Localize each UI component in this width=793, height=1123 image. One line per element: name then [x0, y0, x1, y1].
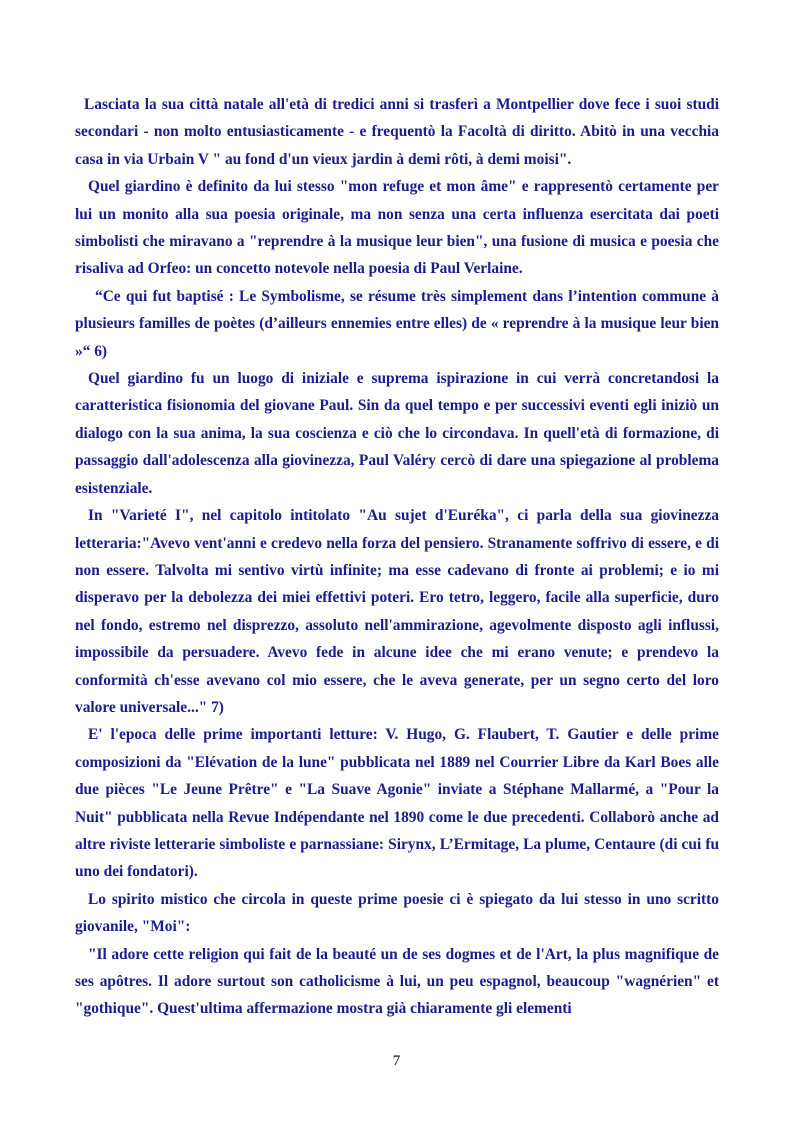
paragraph-8: "Il adore cette religion qui fait de la beauté un de ses dogmes et de l'Art, la plus magnifique de ses apôtres. Il adore surtout son catholicisme à lui, un peu espagnol, beaucoup "wagnérien" et "gothique". Quest'ultima affermazione mostra già chiaramente gli elementi	[75, 945, 719, 1018]
page-number: 7	[392, 1053, 401, 1069]
paragraph-4: Quel giardino fu un luogo di iniziale e suprema ispirazione in cui verrà concretandosi la caratteristica fisionomia del giovane Paul. Sin da quel tempo e per successivi eventi egli iniziò un dialogo con la sua anima, la sua coscienza e ciò che lo circondava. In quell'età di formazione, di passaggio dall'adolescenza alla giovinezza, Paul Valéry cercò di dare una spiegazione al problema esistenziale.	[75, 370, 719, 497]
paragraph-7: Lo spirito mistico che circola in queste prime poesie ci è spiegato da lui stesso in uno scritto giovanile, "Moi":	[75, 890, 719, 936]
paragraph-5: In "Varieté I", nel capitolo intitolato "Au sujet d'Euréka", ci parla della sua giovinezza letteraria:"Avevo vent'anni e credevo nella forza del pensiero. Stranamente soffrivo di essere, e di non essere. Talvolta mi sentivo virtù infinite; ma esse cadevano di fronte ai problemi; e io mi disperavo per la debolezza dei miei effettivi poteri. Ero tetro, leggero, facile alla superficie, duro nel fondo, estremo nel disprezzo, assoluto nell'ammirazione, agevolmente disposto agli influssi, impossibile da persuadere. Avevo fede in alcune idee che mi erano venute; e prendevo la conformità ch'esse avevano col mio essere, che le aveva generate, per un segno certo del loro valore universale..." 7)	[75, 507, 719, 716]
paragraph-1: Lasciata la sua città natale all'età di tredici anni si trasferì a Montpellier dove fece i suoi studi secondari - non molto entusiasticamente - e frequentò la Facoltà di diritto. Abitò in una vecchia casa in via Urbain V " au fond d'un vieux jardin à demi rôti, à demi moisi".	[75, 96, 719, 168]
quotation-symbolisme: “Ce qui fut baptisé : Le Symbolisme, se résume très simplement dans l’intention commune à plusieurs familles de poètes (d’ailleurs ennemies entre elles) de « reprendre à la musique leur bien »“ 6)	[75, 287, 719, 360]
paragraph-6: E' l'epoca delle prime importanti letture: V. Hugo, G. Flaubert, T. Gautier e delle prime composizioni da "Elévation de la lune" pubblicata nel 1889 nel Courrier Libre da Karl Boes alle due pièces "Le Jeune Prêtre" e "La Suave Agonie" inviate a Stéphane Mallarmé, a "Pour la Nuit" pubblicata nella Revue Indépendante nel 1890 come le due precedenti. Collaborò anche ad altre riviste letterarie simboliste e parnassiane: Sirynx, L’Ermitage, La plume, Centaure (di cui fu uno dei fondatori).	[75, 726, 719, 881]
document-body	[75, 91, 719, 1023]
paragraph-2: Quel giardino è definito da lui stesso "mon refuge et mon âme" e rappresentò certamente per lui un monito alla sua poesia originale, ma non senza una certa influenza esercitata dai poeti simbolisti che miravano a "reprendre à la musique leur bien", una fusione di musica e poesia che risaliva ad Orfeo: un concetto notevole nella poesia di Paul Verlaine.	[75, 178, 719, 278]
